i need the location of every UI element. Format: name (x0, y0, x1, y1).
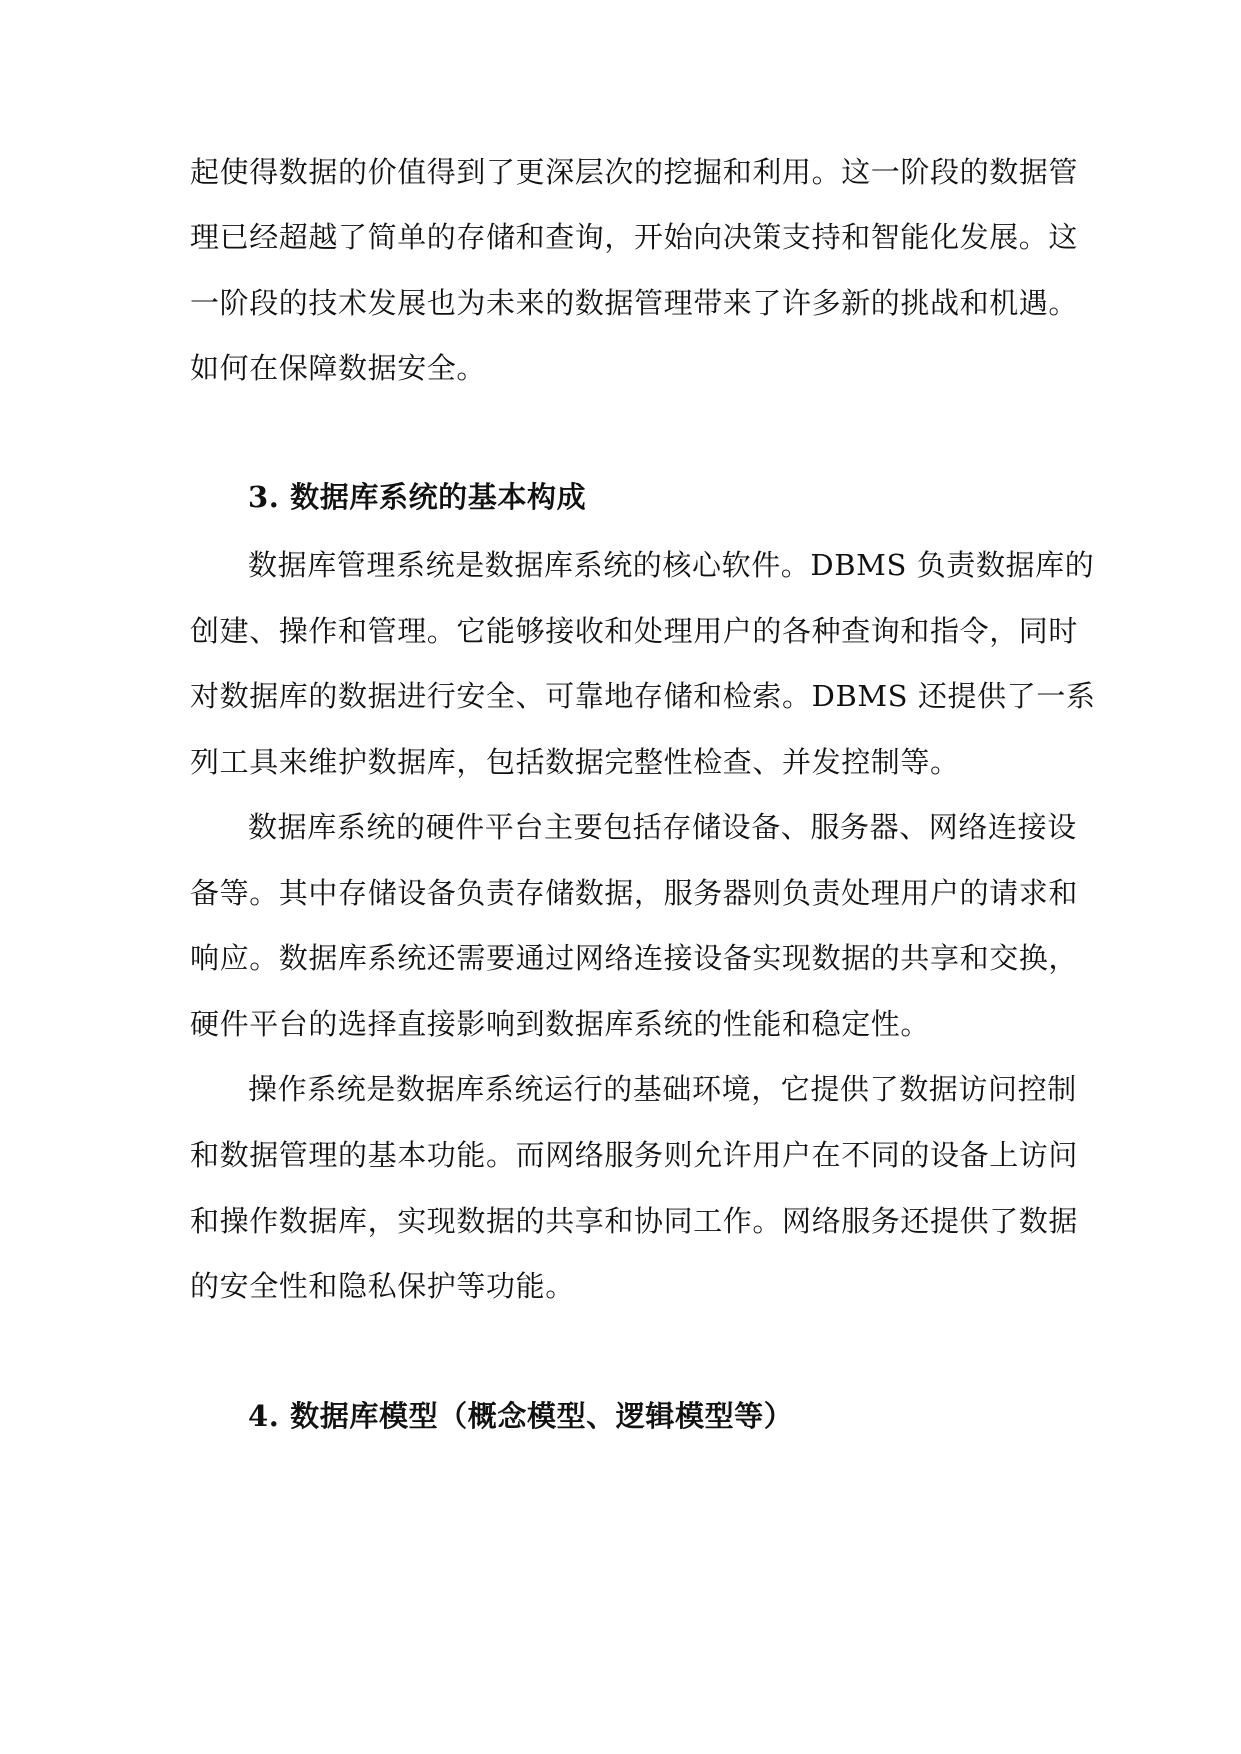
paragraph-line: 如何在保障数据安全。 (190, 351, 487, 385)
paragraph-line: 数据库管理系统是数据库系统的核心软件。DBMS 负责数据库的 (248, 548, 1095, 582)
paragraph-line: 对数据库的数据进行安全、可靠地存储和检索。DBMS 还提供了一系 (190, 679, 1096, 713)
paragraph-line: 响应。数据库系统还需要通过网络连接设备实现数据的共享和交换， (190, 941, 1079, 975)
paragraph-line: 起使得数据的价值得到了更深层次的挖掘和利用。这一阶段的数据管 (190, 155, 1079, 189)
paragraph-line: 列工具来维护数据库，包括数据完整性检查、并发控制等。 (190, 745, 960, 779)
paragraph-line: 创建、操作和管理。它能够接收和处理用户的各种查询和指令，同时 (190, 614, 1079, 648)
section-heading: 4. 数据库模型（概念模型、逻辑模型等） (248, 1399, 794, 1433)
paragraph-line: 和操作数据库，实现数据的共享和协同工作。网络服务还提供了数据 (190, 1204, 1079, 1238)
paragraph-line: 操作系统是数据库系统运行的基础环境，它提供了数据访问控制 (248, 1072, 1077, 1106)
paragraph-line: 的安全性和隐私保护等功能。 (190, 1269, 575, 1303)
paragraph-line: 数据库系统的硬件平台主要包括存储设备、服务器、网络连接设 (248, 810, 1077, 844)
paragraph-line: 硬件平台的选择直接影响到数据库系统的性能和稳定性。 (190, 1007, 931, 1041)
paragraph-line: 备等。其中存储设备负责存储数据，服务器则负责处理用户的请求和 (190, 876, 1079, 910)
section-heading: 3. 数据库系统的基本构成 (248, 480, 587, 514)
paragraph-line: 一阶段的技术发展也为未来的数据管理带来了许多新的挑战和机遇。 (190, 286, 1079, 320)
paragraph-line: 和数据管理的基本功能。而网络服务则允许用户在不同的设备上访问 (190, 1138, 1079, 1172)
paragraph-line: 理已经超越了简单的存储和查询，开始向决策支持和智能化发展。这 (190, 220, 1079, 254)
